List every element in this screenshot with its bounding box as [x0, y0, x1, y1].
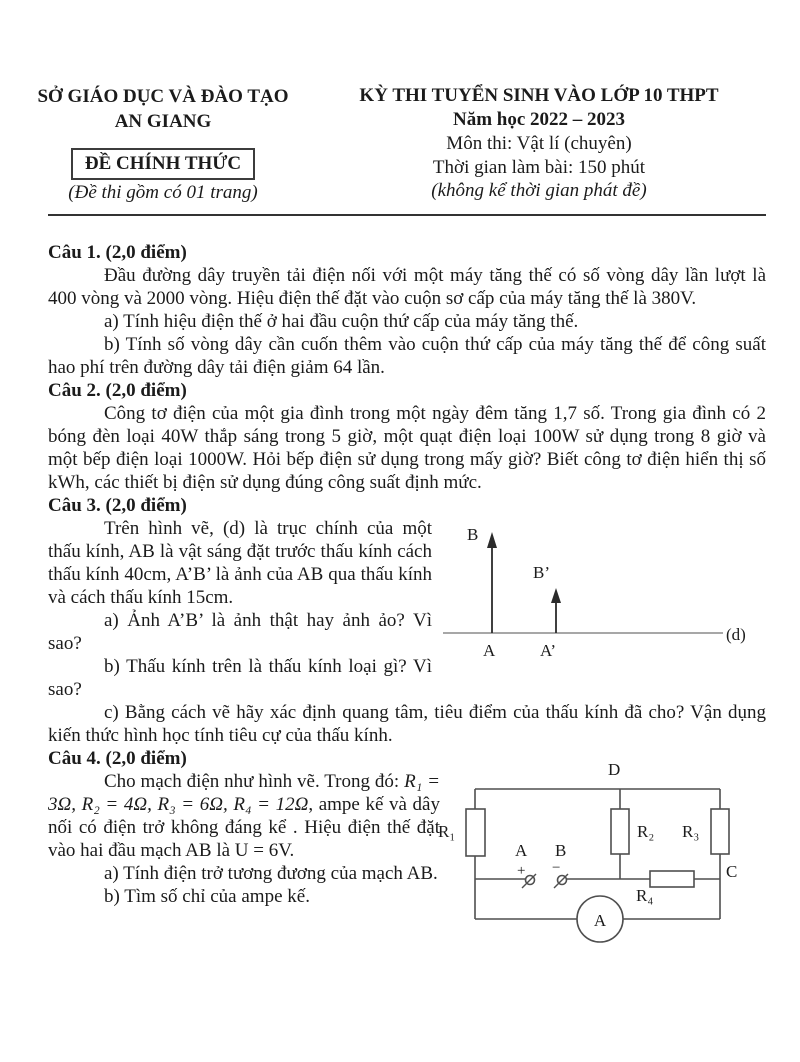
official-exam-badge: ĐỀ CHÍNH THỨC [71, 148, 255, 180]
header [0, 0, 800, 204]
q1-heading: Câu 1. (2,0 điểm) [48, 242, 187, 263]
duration-note: (không kể thời gian phát đề) [431, 180, 647, 201]
q4-intro-paragraph [48, 770, 440, 862]
resistor-r1-symbol [466, 809, 485, 856]
node-c-label: C [726, 862, 738, 881]
resistor-r2-symbol [611, 809, 629, 854]
circuit-figure [405, 747, 780, 957]
object-arrow [487, 532, 497, 633]
subject-line: Môn thi: Vật lí (chuyên) [446, 133, 632, 154]
r4-label: R₄ [636, 886, 654, 905]
resistor-r4-symbol [650, 871, 694, 887]
exam-body [0, 216, 800, 930]
q3-part-c: c) Bằng cách vẽ hãy xác định quang tâm, tiêu điểm của thấu kính đã cho? Vận dụng kiến thức hình học tính tiêu cự của thấu kính. [48, 702, 766, 746]
q3-part-a: a) Ảnh A’B’ là ảnh thật hay ảnh ảo? Vì sao? [48, 610, 432, 654]
r1-label: R₁ [438, 822, 456, 841]
school-year: Năm học 2022 – 2023 [452, 109, 626, 130]
ammeter-label: A [593, 911, 607, 930]
q4-intro-rest: , ampe kế và dây nối có điện trở không đáng kể . Hiệu điện thế đặt vào hai đầu mạch AB là U = 6V. [48, 794, 440, 861]
q1-intro: Đầu đường dây truyền tải điện nối với một máy tăng thế có số vòng dây lần lượt là 400 vòng và 2000 vòng. Hiệu điện thế đặt vào cuộn sơ cấp của máy tăng thế là 380V. [48, 265, 766, 309]
issuing-department: SỞ GIÁO DỤC VÀ ĐÀO TẠO [37, 86, 289, 107]
object-foot-label: A [483, 641, 496, 660]
q1-part-b: b) Tính số vòng dây cần cuốn thêm vào cuộn thứ cấp của máy tăng thế để công suất hao phí trên đường dây tải điện giảm 64 lần. [48, 334, 766, 378]
q4-part-b: b) Tìm số chỉ của ampe kế. [104, 886, 310, 907]
header-right-column [308, 84, 770, 204]
q3-intro: Trên hình vẽ, (d) là trục chính của một thấu kính, AB là vật sáng đặt trước thấu kính cách thấu kính 40cm, A’B’ là ảnh của AB qua thấu kính và cách thấu kính 15cm. [48, 518, 432, 608]
terminal-a-label: A [515, 841, 528, 860]
q3-row [48, 517, 766, 701]
q2-heading: Câu 2. (2,0 điểm) [48, 380, 187, 401]
exam-title: KỲ THI TUYỂN SINH VÀO LỚP 10 THPT [359, 85, 719, 106]
lens-figure [405, 504, 780, 670]
image-top-label: B’ [533, 563, 550, 582]
plus-sign: + [517, 863, 526, 879]
node-d-label: D [608, 760, 621, 779]
q1-part-a: a) Tính hiệu điện thế ở hai đầu cuộn thứ cấp của máy tăng thế. [104, 311, 579, 332]
pages-note: (Đề thi gồm có 01 trang) [68, 182, 258, 203]
minus-sign: − [552, 860, 561, 876]
r3-label: R₃ [682, 822, 700, 841]
r2-label: R₂ [637, 822, 655, 841]
q4-heading: Câu 4. (2,0 điểm) [48, 748, 187, 769]
province-name: AN GIANG [114, 111, 212, 132]
duration-line: Thời gian làm bài: 150 phút [432, 156, 646, 178]
q4-row [48, 760, 766, 930]
q4-part-a: a) Tính điện trở tương đương của mạch AB. [104, 863, 438, 884]
terminal-b-symbol [554, 874, 568, 888]
object-top-label: B [467, 525, 479, 544]
q3-text-column [48, 517, 432, 701]
q3-heading: Câu 3. (2,0 điểm) [48, 495, 187, 516]
q4-intro: Cho mạch điện như hình vẽ. Trong đó: [104, 771, 400, 792]
terminal-b-label: B [555, 841, 567, 860]
q3-part-b: b) Thấu kính trên là thấu kính loại gì? Vì sao? [48, 656, 432, 700]
header-left-column [18, 84, 308, 204]
image-foot-label: A’ [540, 641, 557, 660]
axis-label: (d) [726, 625, 746, 644]
q4-resistor-values: R₁ = 3Ω, R₂ = 4Ω, R₃ = 6Ω, R₄ = 12Ω [48, 771, 440, 815]
resistor-r3-symbol [711, 809, 729, 854]
q4-text-column [48, 770, 440, 908]
q2-intro: Công tơ điện của một gia đình trong một ngày đêm tăng 1,7 số. Trong gia đình có 2 bóng đèn loại 40W thắp sáng trong 5 giờ, một quạt điện loại 100W sử dụng trong 8 giờ và một bếp điện loại 1000W. Hỏi bếp điện sử dụng trong mấy giờ? Biết công tơ điện hiển thị số kWh, các thiết bị điện sử dụng đúng công suất định mức. [48, 403, 766, 493]
image-arrow [551, 588, 561, 633]
